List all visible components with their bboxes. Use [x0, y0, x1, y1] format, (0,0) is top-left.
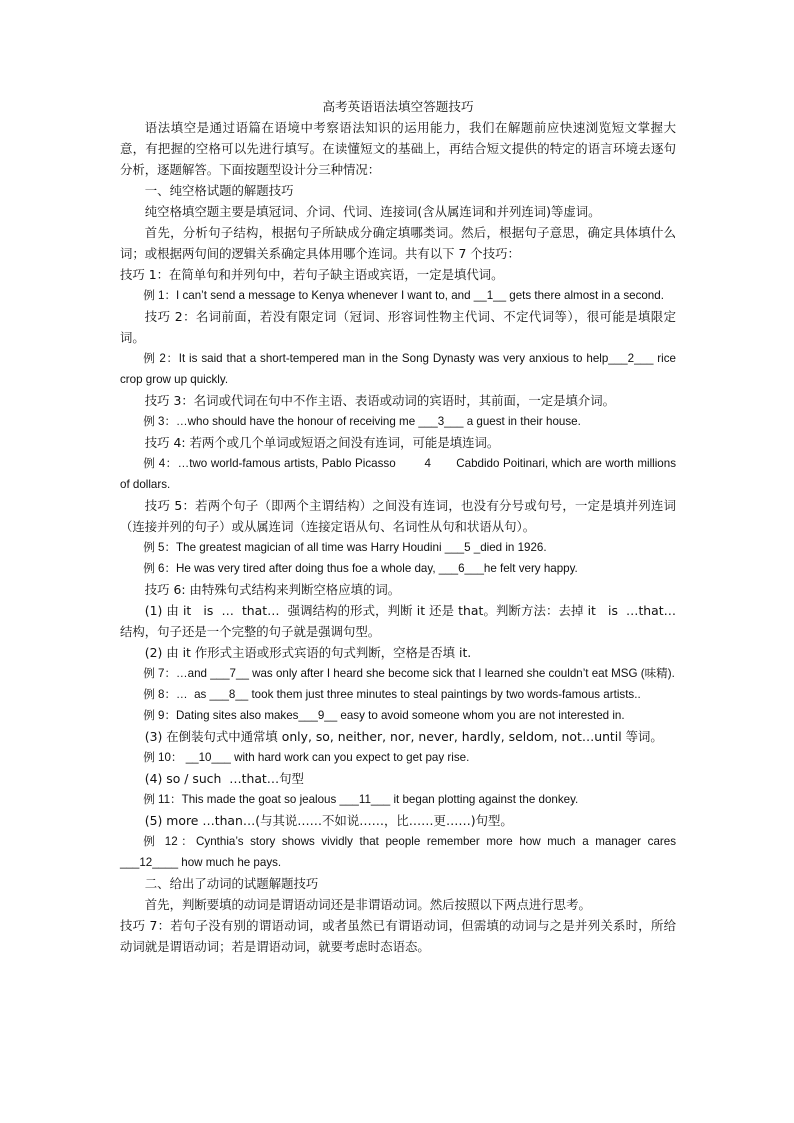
- paragraph: 首先，分析句子结构，根据句子所缺成分确定填哪类词。然后，根据句子意思，确定具体填什么词；或根据两句间的逻辑关系确定具体用哪个连词。共有以下 7 个技巧：: [120, 225, 676, 261]
- paragraph: 例 8：… as ___8__ took them just three minutes to steal paintings by two words-famous artists..: [143, 688, 641, 701]
- paragraph: (3) 在倒装句式中通常填 only, so, neither, nor, never, hardly, seldom, not…until 等词。: [144, 729, 663, 744]
- paragraph: 二、给出了动词的试题解题技巧: [144, 876, 319, 891]
- paragraph: 例 2：It is said that a short-tempered man in the Song Dynasty was very anxious to help___2___ rice crop grow up quickly.: [120, 352, 680, 386]
- paragraph: 例 12：Cynthia’s story shows vividly that people remember more how much a manager cares ___12____ how much he pays.: [120, 835, 680, 869]
- paragraph: 首先，判断要填的动词是谓语动词还是非谓语动词。然后按照以下两点进行思考。: [144, 897, 591, 912]
- paragraph: 例 5：The greatest magician of all time was Harry Houdini ___5 _died in 1926.: [143, 541, 547, 554]
- paragraph: 例 6：He was very tired after doing thus foe a whole day, ___6___he felt very happy.: [143, 562, 578, 575]
- paragraph: 例 3：…who should have the honour of receiving me ___3___ a guest in their house.: [143, 415, 581, 428]
- paragraph: 纯空格填空题主要是填冠词、介词、代词、连接词(含从属连词和并列连词)等虚词。: [144, 204, 601, 219]
- paragraph: 例 10： __10___ with hard work can you expect to get pay rise.: [143, 751, 470, 764]
- paragraph: 技巧 1：在简单句和并列句中，若句子缺主语或宾语，一定是填代词。: [120, 267, 504, 282]
- paragraph: 技巧 2：名词前面，若没有限定词（冠词、形容词性物主代词、不定代词等），很可能是填限定词。: [120, 309, 676, 345]
- paragraph: 例 11：This made the goat so jealous ___11___ it began plotting against the donkey.: [143, 793, 579, 806]
- paragraph: 技巧 6: 由特殊句式结构来判断空格应填的词。: [144, 582, 401, 597]
- paragraph: 语法填空是通过语篇在语境中考察语法知识的运用能力，我们在解题前应快速浏览短文掌握大意，有把握的空格可以先进行填写。在读懂短文的基础上，再结合短文提供的特定的语言环境去逐句分析，逐题解答。下面按题型设计分三种情况：: [120, 120, 676, 177]
- paragraph: (5) more …than…(与其说……不如说……，比……更……)句型。: [144, 813, 513, 828]
- document-title: 高考英语语法填空答题技巧: [322, 99, 474, 114]
- paragraph: (1) 由 it is … that… 强调结构的形式，判断 it 还是 that。判断方法：去掉 it is …that…结构，句子还是一个完整的句子就是强调句型。: [120, 603, 676, 639]
- paragraph: (2) 由 it 作形式主语或形式宾语的句式判断，空格是否填 it.: [144, 645, 472, 660]
- paragraph: 例 4：…two world-famous artists, Pablo Picasso 4 Cabdido Poitinari, which are worth millions of dollars.: [120, 457, 680, 491]
- document-body: [120, 117, 680, 957]
- paragraph: 例 1：I can’t send a message to Kenya whenever I want to, and __1__ gets there almost in a second.: [143, 289, 664, 302]
- paragraph: 技巧 3：名词或代词在句中不作主语、表语或动词的宾语时，其前面，一定是填介词。: [144, 393, 616, 408]
- paragraph: (4) so / such …that…句型: [144, 771, 304, 786]
- paragraph: 技巧 4: 若两个或几个单词或短语之间没有连词，可能是填连词。: [144, 435, 500, 450]
- paragraph: 例 7：…and ___7__ was only after I heard she become sick that I learned she couldn’t eat MSG (味精).: [143, 667, 675, 680]
- paragraph: 技巧 7：若句子没有别的谓语动词，或者虽然已有谓语动词，但需填的动词与之是并列关系时，所给动词就是谓语动词；若是谓语动词，就要考虑时态语态。: [120, 918, 676, 954]
- paragraph: 例 9：Dating sites also makes___9__ easy to avoid someone whom you are not interested in.: [143, 709, 625, 722]
- document-page: [120, 96, 680, 957]
- paragraph: 一、纯空格试题的解题技巧: [144, 183, 294, 198]
- paragraph: 技巧 5：若两个句子（即两个主谓结构）之间没有连词，也没有分号或句号，一定是填并列连词（连接并列的句子）或从属连词（连接定语从句、名词性从句和状语从句）。: [120, 498, 676, 534]
